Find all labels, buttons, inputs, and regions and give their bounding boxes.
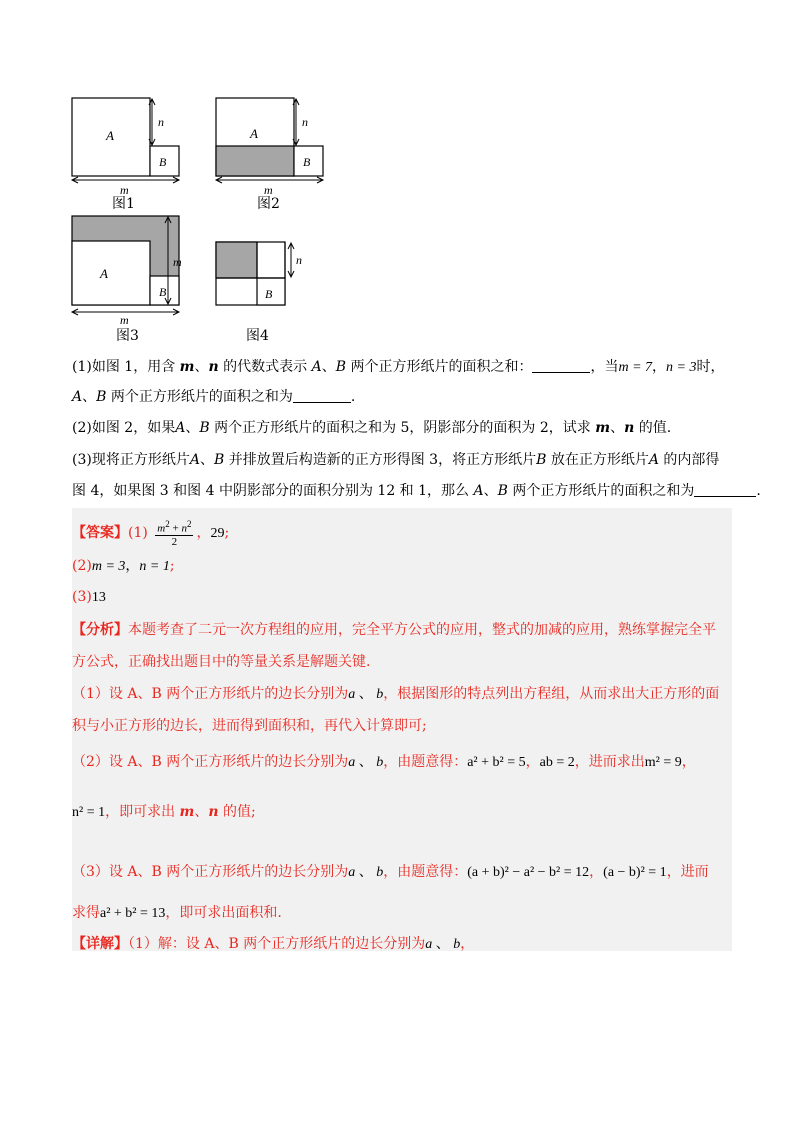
answer-line-2: (2)m = 3，n = 1; [72,558,175,574]
question-3-line-2: 图 4，如果图 3 和图 4 中阴影部分的面积分别为 12 和 1，那么 A、B 两个正方形纸片的面积之和为 . [72,483,761,499]
answer-blank-3[interactable] [694,482,756,497]
fig3-caption: 图3 [116,328,139,344]
answer-blank-1[interactable] [532,358,590,373]
analysis-p3-line-2: 求得a² + b² = 13，即可求出面积和. [72,905,282,921]
analysis-p2-line-2: n² = 1，即可求出 m、n 的值; [72,804,256,820]
analysis-line-1: 【分析】本题考查了二元一次方程组的应用，完全平方公式的应用，整式的加减的应用，熟练掌握完全平 [72,622,716,638]
answer-line-1: 【答案】(1) $\frac{m^2 + n^2}{2}$ ，29; [72,519,230,548]
fig1-label-n: n [158,115,164,129]
analysis-p3-line-1: （3）设 A、B 两个正方形纸片的边长分别为a 、 b，由题意得：(a + b)² − a² − b² = 12，(a − b)² = 1，进而 [72,864,709,880]
analysis-p1-line-1: （1）设 A、B 两个正方形纸片的边长分别为a 、 b，根据图形的特点列出方程组，从而求出大正方形的面 [72,686,720,702]
question-2: (2)如图 2，如果A、B 两个正方形纸片的面积之和为 5，阴影部分的面积为 2，试求 m、n 的值. [72,420,672,436]
fig4-label-n: n [296,253,302,267]
fig3-label-b: B [159,285,167,299]
question-1-line-2: A、B 两个正方形纸片的面积之和为 . [72,389,356,405]
question-1-line-1: (1)如图 1，用含 m、n 的代数式表示 A、B 两个正方形纸片的面积之和： ，当m = 7，n = 3时， [72,359,725,375]
fig2-label-n: n [302,115,308,129]
fig3-label-a: A [100,266,108,281]
figure-4 [210,236,310,316]
fig2-label-m: m [264,183,273,197]
answer-fraction: $\frac{m^2 + n^2}{2}$ [157,519,192,548]
figure-2 [210,92,336,202]
fig4-label-b: B [265,287,273,301]
analysis-p2-line-1: （2）设 A、B 两个正方形纸片的边长分别为a 、 b，由题意得：a² + b² = 5，ab = 2，进而求出m² = 9， [72,754,696,770]
question-3-line-1: (3)现将正方形纸片A、B 并排放置后构造新的正方形得图 3，将正方形纸片B 放在正方形纸片A 的内部得 [72,452,720,468]
fig4-caption: 图4 [246,328,269,344]
fig2-label-a: A [250,126,258,141]
detail-line: 【详解】（1）解：设 A、B 两个正方形纸片的边长分别为a 、 b， [72,936,475,952]
fig1-label-b: B [159,155,167,169]
figure-3-side-arrow [160,210,190,310]
fig1-label-a: A [106,128,114,143]
analysis-line-2: 方公式，正确找出题目中的等量关系是解题关键. [72,654,371,670]
fig2-label-b: B [303,155,311,169]
fig1-label-m: m [120,183,129,197]
fig3-label-m-side: m [173,255,182,269]
fig3-label-m-bottom: m [120,313,129,325]
analysis-p1-line-2: 积与小正方形的边长，进而得到面积和，再代入计算即可; [72,718,427,734]
fig2-caption: 图2 [257,196,280,212]
answer-blank-2[interactable] [293,388,351,403]
figure-1 [66,92,192,202]
answer-line-3: (3)13 [72,589,106,605]
fig1-caption: 图1 [112,196,135,212]
